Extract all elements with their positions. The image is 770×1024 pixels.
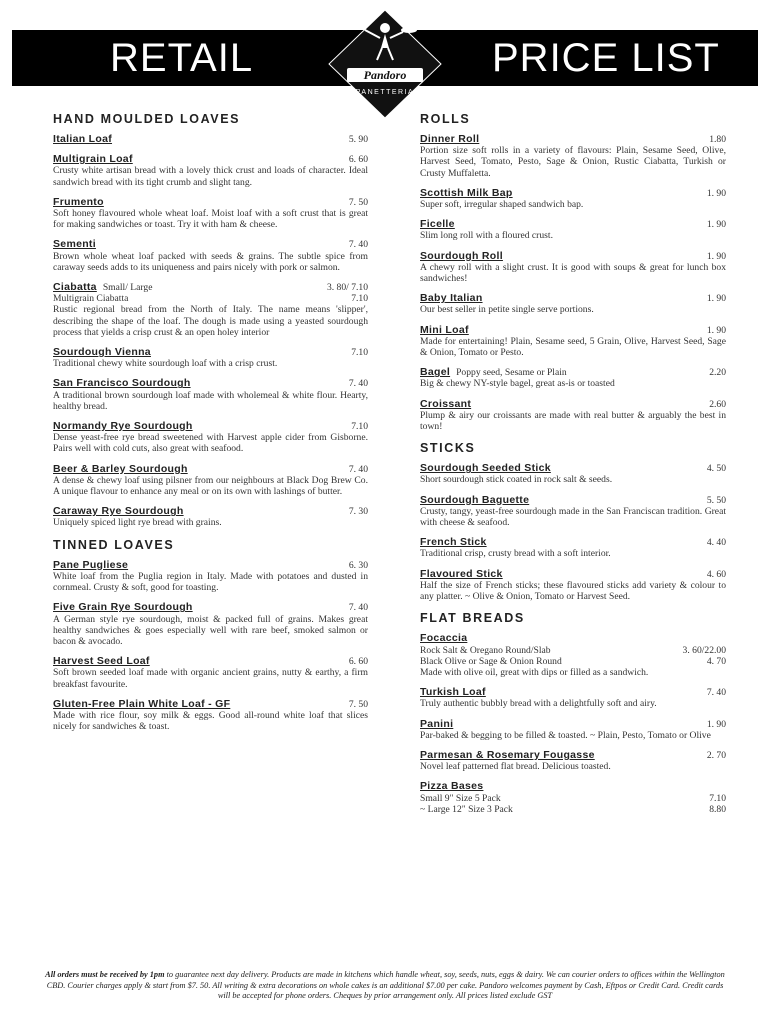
item-head	[420, 251, 726, 262]
item-price: 5. 50	[706, 494, 726, 506]
menu-item-ciabatta	[53, 282, 368, 338]
item-name: Harvest Seed Loaf	[53, 655, 150, 668]
item-description: Brown whole wheat loaf packed with seeds & grains. The subtle spice from caraway seeds adds to its uniqueness and pairs nicely with pork or salmon.	[53, 250, 368, 273]
item-name: Ficelle	[420, 218, 455, 231]
item-head	[420, 219, 726, 230]
item-title	[420, 495, 529, 506]
item-name: Scottish Milk Bap	[420, 186, 513, 199]
menu-item-multigrain-loaf	[53, 154, 368, 188]
item-title	[53, 282, 152, 293]
item-head	[420, 325, 726, 336]
item-head	[53, 239, 368, 250]
item-title	[53, 464, 188, 475]
item-line	[420, 793, 726, 804]
footer-note	[40, 970, 730, 1002]
item-sub	[53, 293, 368, 304]
item-description: Uniquely spiced light rye bread with grains.	[53, 517, 222, 529]
item-title	[53, 239, 96, 250]
item-description: Big & chewy NY-style bagel, great as-is or toasted	[420, 378, 615, 390]
header-price-list: PRICE LIST	[492, 36, 720, 80]
menu-item-panini	[420, 719, 726, 741]
item-title	[420, 719, 453, 730]
item-description: Soft brown seeded loaf made with organic ancient grains, nutty & earthy, a firm breakfast favourite.	[53, 667, 368, 690]
item-head	[53, 506, 368, 517]
item-sub-label: Multigrain Ciabatta	[53, 293, 129, 305]
item-head	[420, 633, 726, 644]
item-head	[53, 464, 368, 475]
item-description: Half the size of French sticks; these flavoured sticks add variety & colour to any platter. ~ Olive & Onion, Tomato or Harvest Seed.	[420, 579, 726, 603]
item-description: A traditional brown sourdough loaf made with wholemeal & white flour. Hearty, healthy bread.	[53, 389, 368, 412]
item-head	[53, 421, 368, 432]
item-name: Five Grain Rye Sourdough	[53, 601, 193, 614]
item-name: Parmesan & Rosemary Fougasse	[420, 748, 595, 761]
item-title	[420, 325, 469, 336]
item-head	[53, 378, 368, 389]
menu-item-parmesan-rosemary-fougasse	[420, 750, 726, 772]
item-description: Plump & airy our croissants are made with real butter & arguably the best in town!	[420, 409, 726, 433]
item-name: Frumento	[53, 195, 104, 208]
item-head	[53, 347, 368, 358]
item-description: A dense & chewy loaf using pilsner from our neighbours at Black Dog Brew Co. A unique flavour to enhance any meal or on its own with lashings of butter.	[53, 474, 368, 498]
item-name: Sourdough Seeded Stick	[420, 462, 551, 475]
item-title	[53, 347, 151, 358]
item-price: 6. 30	[348, 559, 368, 571]
item-line-text: Small 9" Size 5 Pack	[420, 792, 501, 804]
item-price: 7. 40	[348, 239, 368, 251]
item-line-price: 4. 70	[706, 655, 726, 667]
pandoro-logo	[325, 8, 445, 120]
item-title	[420, 367, 567, 378]
item-head	[53, 560, 368, 571]
item-title	[420, 781, 483, 792]
item-description: Traditional crisp, crusty bread with a soft interior.	[420, 548, 611, 560]
menu-item-ficelle	[420, 219, 726, 241]
item-name: Italian Loaf	[53, 133, 113, 145]
item-price: 4. 50	[706, 463, 726, 475]
item-price: 3. 80/ 7.10	[326, 282, 368, 294]
item-head	[53, 656, 368, 667]
item-price: 1. 90	[706, 219, 726, 231]
item-title	[53, 699, 230, 710]
item-title	[420, 687, 486, 698]
item-description: Crusty, tangy, yeast-free sourdough made in the San Franciscan tradition. Great with cheese & seafood.	[420, 505, 726, 529]
item-description: Our best seller in petite single serve portions.	[420, 304, 594, 316]
menu-item-beer-barley-sourdough	[53, 464, 368, 498]
section-title: ROLLS	[420, 112, 471, 126]
item-head	[420, 134, 726, 145]
item-title	[420, 219, 455, 230]
item-title	[420, 188, 513, 199]
item-description: Short sourdough stick coated in rock salt & seeds.	[420, 474, 613, 486]
item-head	[420, 399, 726, 410]
item-name: San Francisco Sourdough	[53, 377, 191, 390]
item-description: Dense yeast-free rye bread sweetened with Harvest apple cider from Gisborne. Pairs well with cold cuts, also great with seafood.	[53, 432, 368, 455]
item-price: 7. 40	[348, 602, 368, 614]
item-note: Poppy seed, Sesame or Plain	[456, 367, 567, 379]
item-title	[420, 463, 551, 474]
item-line-price: 8.80	[709, 803, 726, 815]
menu-item-bagel	[420, 367, 726, 389]
item-name: Sourdough Vienna	[53, 346, 151, 359]
right-column	[420, 108, 726, 824]
menu-item-sourdough-roll	[420, 251, 726, 285]
item-title	[420, 750, 595, 761]
footer-text: to guarantee next day delivery. Products are made in kitchens which handle wheat, soy, seeds, nuts, eggs & dairy. We can courier orders to offices within the Wellington CBD. Courier charges apply & start from $7. 50. All writing & extra decorations on whole cakes is an additional $7.00 per cake. Pandoro welcomes payment by Cash, Eftpos or Credit Card. Credit cards will be accepted for phone orders. Cheques by prior arrangement only. All prices listed exclude GST	[46, 970, 725, 1000]
menu-item-frumento	[53, 197, 368, 231]
item-title	[53, 656, 150, 667]
item-title	[53, 560, 128, 571]
item-name: Sementi	[53, 238, 96, 251]
item-title	[53, 134, 112, 145]
item-name: Ciabatta	[53, 281, 97, 294]
item-price: 7.10	[351, 421, 368, 433]
item-head	[53, 154, 368, 165]
item-price: 7. 40	[348, 378, 368, 390]
menu-item-gluten-free-plain-white-loaf-gf	[53, 699, 368, 733]
item-description: Novel leaf patterned flat bread. Delicious toasted.	[420, 761, 611, 773]
item-description: Made with rice flour, soy milk & eggs. Good all-round white loaf that slices nicely for sandwiches & toast.	[53, 709, 368, 733]
menu-item-pane-pugliese	[53, 560, 368, 594]
item-title	[420, 399, 471, 410]
menu-item-turkish-loaf	[420, 687, 726, 709]
left-column	[53, 108, 368, 741]
item-price: 2.20	[709, 367, 726, 379]
item-description: Made with olive oil, great with dips or filled as a sandwich.	[420, 666, 649, 678]
item-name: Focaccia	[420, 632, 468, 645]
item-head	[420, 750, 726, 761]
item-line	[420, 645, 726, 656]
menu-item-focaccia	[420, 633, 726, 678]
item-title	[53, 602, 193, 613]
section-title: TINNED LOAVES	[53, 537, 175, 552]
section-title: FLAT BREADS	[420, 611, 525, 626]
item-title	[53, 421, 193, 432]
item-line-text: Black Olive or Sage & Onion Round	[420, 655, 562, 667]
item-name: Turkish Loaf	[420, 686, 486, 699]
item-name: Sourdough Roll	[420, 249, 503, 262]
item-price: 2. 70	[706, 749, 726, 761]
item-name: French Stick	[420, 536, 487, 549]
item-name: Sourdough Baguette	[420, 493, 530, 506]
menu-item-san-francisco-sourdough	[53, 378, 368, 412]
item-name: Croissant	[420, 397, 472, 410]
item-title	[53, 197, 104, 208]
item-head	[420, 719, 726, 730]
item-description: Crusty white artisan bread with a lovely thick crust and loads of character. Ideal sandwich bread with its tight crumb and slight tang.	[53, 165, 368, 188]
item-head	[420, 569, 726, 580]
item-sub-price: 7.10	[351, 293, 368, 305]
item-description: Slim long roll with a floured crust.	[420, 230, 553, 242]
menu-item-sementi	[53, 239, 368, 273]
section-title: HAND MOULDED LOAVES	[53, 112, 241, 126]
logo-name: Pandoro	[363, 68, 407, 82]
item-head	[53, 282, 368, 293]
item-price: 7. 50	[348, 196, 368, 208]
item-name: Mini Loaf	[420, 323, 469, 336]
item-price: 1. 90	[706, 187, 726, 199]
footer-bold: All orders must be received by 1pm	[45, 970, 165, 979]
item-price: 6. 60	[348, 656, 368, 668]
menu-item-mini-loaf	[420, 325, 726, 359]
item-price: 1. 90	[706, 293, 726, 305]
item-line	[420, 804, 726, 815]
logo-sub: PANETTERIA	[355, 89, 415, 96]
item-description: White loaf from the Puglia region in Italy. Made with potatoes and dusted in cornmeal. Crusty & soft, good for toasting.	[53, 570, 368, 594]
item-price: 7. 50	[348, 698, 368, 710]
item-name: Gluten-Free Plain White Loaf - GF	[53, 697, 231, 710]
menu-item-dinner-roll	[420, 134, 726, 179]
item-price: 1.80	[709, 134, 726, 145]
item-name: Panini	[420, 717, 454, 730]
item-name: Baby Italian	[420, 292, 483, 305]
item-price: 1. 90	[706, 718, 726, 730]
item-name: Pizza Bases	[420, 780, 484, 793]
item-line-price: 7.10	[709, 792, 726, 804]
item-name: Pane Pugliese	[53, 558, 129, 571]
item-title	[420, 134, 479, 145]
menu-item-flavoured-stick	[420, 569, 726, 603]
menu-item-normandy-rye-sourdough	[53, 421, 368, 455]
header-retail: RETAIL	[110, 36, 254, 80]
menu-item-italian-loaf	[53, 134, 368, 145]
menu-item-pizza-bases	[420, 781, 726, 815]
item-title	[53, 378, 191, 389]
menu-item-caraway-rye-sourdough	[53, 506, 368, 528]
item-description: Truly authentic bubbly bread with a delightfully soft and airy.	[420, 698, 657, 710]
item-description: Traditional chewy white sourdough loaf with a crisp crust.	[53, 358, 278, 370]
item-price: 1. 90	[706, 250, 726, 262]
menu-item-scottish-milk-bap	[420, 188, 726, 210]
item-description: Par-baked & begging to be filled & toasted. ~ Plain, Pesto, Tomato or Olive	[420, 729, 711, 741]
item-name: Flavoured Stick	[420, 567, 503, 580]
item-name: Dinner Roll	[420, 133, 480, 145]
item-name: Multigrain Loaf	[53, 153, 133, 166]
item-price: 4. 60	[706, 568, 726, 580]
item-description: Rustic regional bread from the North of Italy. The name means 'slipper', describing the shape of the loaf. The dough is made using a yeasted sourdough process that yields a crisp crust & an open holey interior	[53, 304, 368, 338]
item-name: Bagel	[420, 366, 451, 379]
item-price: 5. 90	[348, 134, 368, 145]
item-price: 2.60	[709, 398, 726, 410]
item-head	[53, 134, 368, 145]
item-price: 7. 40	[706, 687, 726, 699]
item-line-text: Rock Salt & Oregano Round/Slab	[420, 644, 551, 656]
item-title	[420, 537, 487, 548]
item-description: A German style rye sourdough, moist & packed full of grains. Makes great healthy sandwiches & goes especially well with rare beef, smoked salmon or bacon & avocado.	[53, 613, 368, 647]
menu-item-french-stick	[420, 537, 726, 559]
item-title	[420, 569, 503, 580]
item-description: Made for entertaining! Plain, Sesame seed, 5 Grain, Olive, Harvest Seed, Sage & Onion, Tomato or Pesto.	[420, 335, 726, 359]
item-price: 6. 60	[348, 154, 368, 166]
item-head	[420, 463, 726, 474]
item-head	[420, 781, 726, 792]
item-name: Normandy Rye Sourdough	[53, 420, 193, 433]
item-line-price: 3. 60/22.00	[682, 644, 726, 656]
section-title: STICKS	[420, 441, 476, 456]
item-head	[420, 367, 726, 378]
item-description: Soft honey flavoured whole wheat loaf. Moist loaf with a soft crust that is great for making sandwiches or toast. Try it with ham & cheese.	[53, 208, 368, 231]
item-price: 7.10	[351, 347, 368, 359]
item-description: Super soft, irregular shaped sandwich bap.	[420, 199, 584, 211]
item-title	[420, 293, 483, 304]
menu-item-croissant	[420, 399, 726, 433]
item-head	[53, 699, 368, 710]
item-title	[53, 506, 184, 517]
item-title	[420, 633, 467, 644]
item-head	[53, 197, 368, 208]
item-price: 7. 40	[348, 463, 368, 475]
item-name: Beer & Barley Sourdough	[53, 462, 188, 475]
item-head	[420, 188, 726, 199]
menu-item-five-grain-rye-sourdough	[53, 602, 368, 647]
menu-item-sourdough-seeded-stick	[420, 463, 726, 485]
item-line-text: ~ Large 12" Size 3 Pack	[420, 803, 513, 815]
item-price: 1. 90	[706, 324, 726, 336]
item-description: Portion size soft rolls in a variety of flavours: Plain, Sesame Seed, Olive, Harvest Seed, Tomato, Pesto, Sage & Onion, Rustic Ciabatta, Turkish or Crusty Muffaletta.	[420, 145, 726, 179]
item-head	[420, 687, 726, 698]
item-head	[53, 602, 368, 613]
item-name: Caraway Rye Sourdough	[53, 505, 184, 518]
menu-item-baby-italian	[420, 293, 726, 315]
item-price: 4. 40	[706, 537, 726, 549]
item-head	[420, 293, 726, 304]
menu-item-sourdough-vienna	[53, 347, 368, 369]
item-title	[420, 251, 503, 262]
item-price: 7. 30	[348, 506, 368, 518]
menu-item-harvest-seed-loaf	[53, 656, 368, 690]
item-head	[420, 495, 726, 506]
menu-item-sourdough-baguette	[420, 495, 726, 529]
item-line	[420, 656, 726, 667]
item-head	[420, 537, 726, 548]
item-description: A chewy roll with a slight crust. It is good with soups & great for lunch box sandwiches!	[420, 261, 726, 285]
item-note: Small/ Large	[102, 282, 153, 294]
item-title	[53, 154, 133, 165]
